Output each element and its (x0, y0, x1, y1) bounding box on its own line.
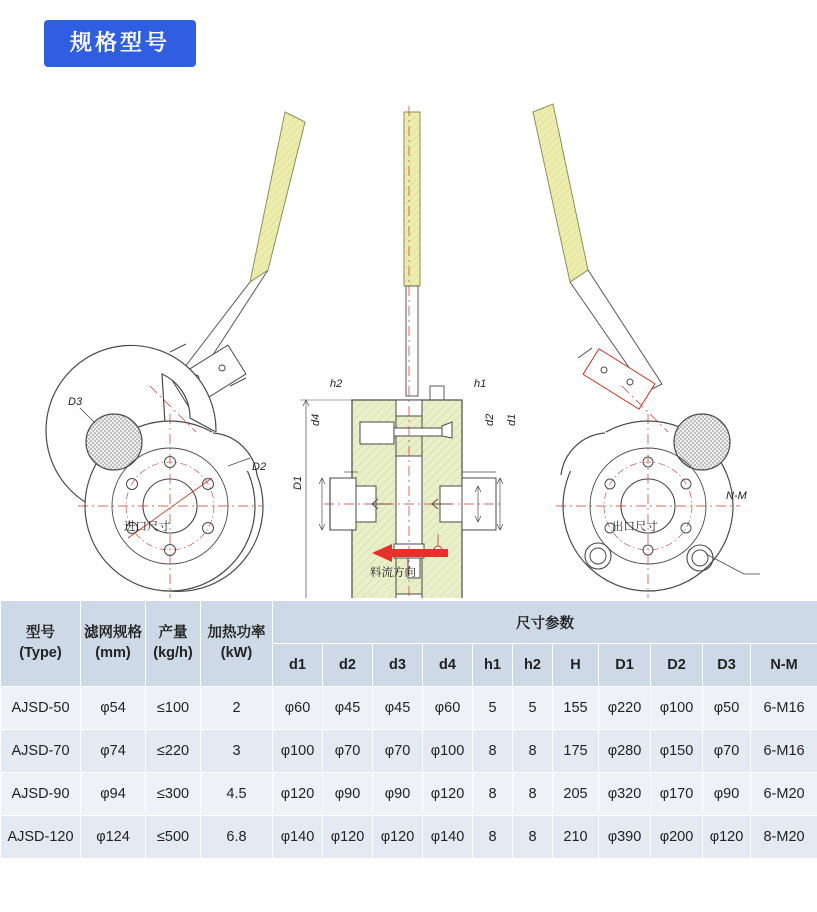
cell-H: 155 (553, 687, 599, 730)
cell-D3: φ120 (703, 816, 751, 859)
flow-caption: 料流方向 (370, 567, 416, 579)
cell-power: 6.8 (201, 816, 273, 859)
cell-capacity: ≤300 (146, 773, 201, 816)
th-h1: h1 (473, 644, 513, 687)
cell-d1: φ140 (273, 816, 323, 859)
cell-h1: 8 (473, 730, 513, 773)
cell-D1: φ390 (599, 816, 651, 859)
right-handle (533, 104, 662, 409)
th-D1: D1 (599, 644, 651, 687)
th-d4: d4 (423, 644, 473, 687)
center-view-section (300, 106, 503, 598)
cell-H: 175 (553, 730, 599, 773)
left-view-inlet (46, 112, 305, 598)
label-N-M: N-M (726, 490, 747, 502)
th-type-unit: (Type) (19, 644, 62, 661)
th-type-label: 型号 (26, 624, 55, 641)
cell-capacity: ≤100 (146, 687, 201, 730)
technical-drawing (0, 86, 817, 598)
cell-h2: 8 (513, 773, 553, 816)
section-header (44, 20, 196, 67)
drawing-canvas (0, 86, 817, 598)
cell-h2: 8 (513, 816, 553, 859)
cell-d3: φ90 (373, 773, 423, 816)
cell-H: 205 (553, 773, 599, 816)
th-power-unit: (kW) (220, 644, 253, 661)
label-h2: h2 (330, 378, 343, 390)
flow-arrow-red (372, 542, 448, 564)
cell-d1: φ120 (273, 773, 323, 816)
cell-mesh: φ54 (81, 687, 146, 730)
cell-D3: φ90 (703, 773, 751, 816)
spec-table-container (0, 600, 817, 859)
cell-D1: φ320 (599, 773, 651, 816)
table-row (1, 687, 817, 730)
th-type (1, 601, 81, 687)
spec-table (0, 600, 817, 859)
cell-d3: φ120 (373, 816, 423, 859)
cell-capacity: ≤220 (146, 730, 201, 773)
th-D3: D3 (703, 644, 751, 687)
cell-d2: φ70 (323, 730, 373, 773)
cell-h1: 8 (473, 816, 513, 859)
th-mesh-label: 滤网规格 (84, 624, 142, 641)
cell-h2: 5 (513, 687, 553, 730)
th-d2: d2 (323, 644, 373, 687)
th-mesh-unit: (mm) (95, 644, 131, 661)
th-H: H (553, 644, 599, 687)
label-D3: D3 (68, 396, 83, 408)
cell-NM: 6-M20 (751, 773, 817, 816)
cell-d1: φ100 (273, 730, 323, 773)
cell-mesh: φ94 (81, 773, 146, 816)
cell-NM: 8-M20 (751, 816, 817, 859)
th-capacity-unit: (kg/h) (153, 644, 193, 661)
cell-d3: φ45 (373, 687, 423, 730)
th-mesh (81, 601, 146, 687)
left-handle (170, 112, 305, 409)
th-power (201, 601, 273, 687)
cell-D2: φ150 (651, 730, 703, 773)
cell-D3: φ50 (703, 687, 751, 730)
th-dimension-group: 尺寸参数 (273, 601, 817, 644)
section-title-badge: 规格型号 (44, 20, 196, 67)
cell-D1: φ280 (599, 730, 651, 773)
cell-d1: φ60 (273, 687, 323, 730)
cell-type: AJSD-120 (1, 816, 81, 859)
label-D2: D2 (252, 461, 267, 473)
cell-h2: 8 (513, 730, 553, 773)
cell-h1: 8 (473, 773, 513, 816)
cell-power: 3 (201, 730, 273, 773)
cell-type: AJSD-50 (1, 687, 81, 730)
cell-d4: φ120 (423, 773, 473, 816)
cell-D2: φ170 (651, 773, 703, 816)
cell-NM: 6-M16 (751, 730, 817, 773)
th-capacity-label: 产量 (158, 624, 188, 641)
cell-d2: φ90 (323, 773, 373, 816)
cell-D2: φ200 (651, 816, 703, 859)
th-capacity (146, 601, 201, 687)
label-d2: d2 (484, 413, 496, 426)
label-h1: h1 (474, 378, 487, 390)
cell-D1: φ220 (599, 687, 651, 730)
table-row (1, 773, 817, 816)
th-power-label: 加热功率 (207, 624, 266, 641)
cell-mesh: φ74 (81, 730, 146, 773)
cell-NM: 6-M16 (751, 687, 817, 730)
cell-D2: φ100 (651, 687, 703, 730)
th-d3: d3 (373, 644, 423, 687)
cell-power: 2 (201, 687, 273, 730)
cell-D3: φ70 (703, 730, 751, 773)
cell-H: 210 (553, 816, 599, 859)
cell-mesh: φ124 (81, 816, 146, 859)
cell-d3: φ70 (373, 730, 423, 773)
label-D1: D1 (292, 475, 304, 490)
th-D2: D2 (651, 644, 703, 687)
table-header-row-1 (1, 601, 817, 644)
th-d1: d1 (273, 644, 323, 687)
cell-capacity: ≤500 (146, 816, 201, 859)
cell-h1: 5 (473, 687, 513, 730)
label-d1: d1 (506, 413, 518, 426)
th-h2: h2 (513, 644, 553, 687)
cell-d2: φ45 (323, 687, 373, 730)
cell-power: 4.5 (201, 773, 273, 816)
label-d4: d4 (310, 413, 322, 426)
cell-d4: φ60 (423, 687, 473, 730)
table-row (1, 816, 817, 859)
cell-type: AJSD-70 (1, 730, 81, 773)
right-view-caption: 出口尺寸 (612, 521, 658, 533)
table-row (1, 730, 817, 773)
cell-d4: φ100 (423, 730, 473, 773)
left-view-caption: 进口尺寸 (124, 521, 170, 533)
th-NM: N-M (751, 644, 817, 687)
cell-d2: φ120 (323, 816, 373, 859)
cell-type: AJSD-90 (1, 773, 81, 816)
cell-d4: φ140 (423, 816, 473, 859)
